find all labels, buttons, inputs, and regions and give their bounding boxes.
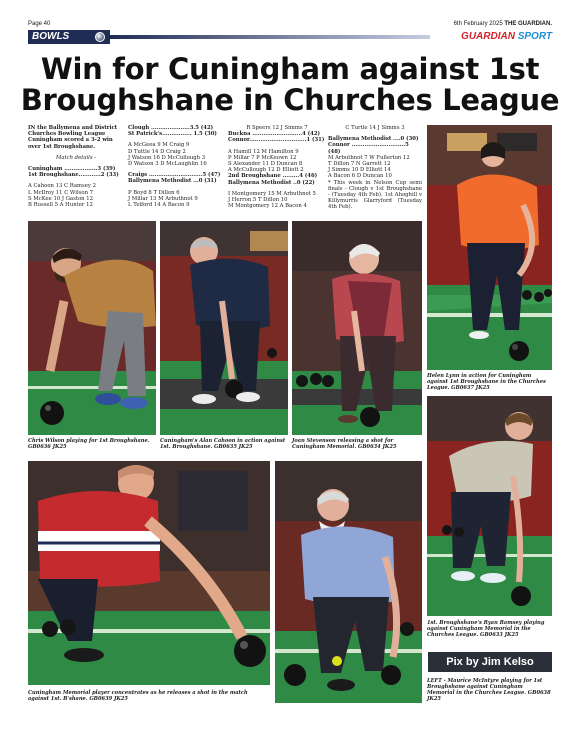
- score-line: Connor...............................1 (31): [228, 137, 325, 144]
- brand-name: GUARDIAN: [461, 31, 515, 42]
- rink-result: B Russell 5 A Hunter 12: [28, 202, 93, 209]
- rink-result: A Hamill 12 M Hamilton 9: [228, 148, 299, 155]
- match-details-label: Match details -: [55, 154, 97, 161]
- caption-alan-cahoon: Cuningham's Alan Cahoon in action against 1st. Broughshane. GB0635 JK25: [160, 438, 286, 450]
- rink-result: J Herron 5 T Dillon 10: [228, 197, 288, 204]
- bowls-ball-icon: [95, 32, 105, 42]
- folio-date-text: 6th February 2025: [453, 21, 503, 27]
- article-column-2: [128, 125, 226, 208]
- section-bar: [28, 30, 552, 44]
- rink-result: A Bacon 6 D Duncan 10: [328, 173, 392, 180]
- score-line: Ballymena Methodist ..0 (22): [228, 179, 315, 186]
- rink-result: J Millar 13 M Arbuthnot 9: [128, 195, 198, 202]
- fixtures-note: * This week in Nelson Cup semi finals - Clough v 1st Broughshane - (Tuesday 4th Feb). 1st Ahoghill v Killymurris Glarryford (Tuesday 4th Feb).: [328, 179, 422, 211]
- rink-result: R Speers 12 J Simms 7: [246, 125, 308, 131]
- photo-ryan-ramsey-image: [427, 396, 552, 616]
- photo-joan-stevenson: [292, 221, 422, 435]
- rink-result: M Montgomery 12 A Bacon 4: [228, 203, 307, 210]
- score-line: Craigs .............................5 (47): [128, 172, 221, 179]
- rink-result: A McGeea 9 M Craig 9: [128, 142, 190, 149]
- score-line: Connor .............................5 (48): [328, 142, 409, 155]
- caption-ryan-ramsey: 1st. Broughshane's Ryan Ramsey playing against Cuningham Memorial in the Churches League. GB0633 JK25: [427, 620, 545, 638]
- article-intro: IN the Ballymena and District Churches Bowling League Cuningham scored a 3-2 win over 1st Broughshane.: [28, 125, 118, 150]
- rink-result: J Simms 10 D Elliott 14: [328, 167, 391, 174]
- photo-helen-lynn-image: [427, 125, 552, 370]
- rink-result: D Watson 3 D McLaughlin 16: [128, 161, 207, 168]
- photo-helen-lynn: [427, 125, 552, 370]
- section-rule: [110, 35, 430, 39]
- score-line: Cuningham ..................3 (39): [28, 166, 116, 173]
- section-label: BOWLS: [32, 31, 70, 42]
- caption-joan-stevenson: Joan Stevenson releasing a shot for Cuningham Memorial. GB0634 JK25: [292, 438, 397, 450]
- score-line: Ballymena Methodist ...0 (31): [128, 178, 217, 185]
- rink-result: L McIlroy 11 C Wilson 7: [28, 189, 94, 196]
- article-column-4: [328, 125, 422, 211]
- photo-alan-cahoon-image: [160, 221, 288, 435]
- photo-credit-badge: Pix by Jim Kelso: [428, 652, 552, 672]
- folio-paper: THE GUARDIAN.: [504, 21, 552, 27]
- caption-chris-wilson: Chris Wilson playing for 1st Broughshane. GB0636 JK25: [28, 438, 150, 450]
- photo-alan-cahoon: [160, 221, 288, 435]
- caption-cuningham-player: Cuningham Memorial player concentrates as he releases a shot in the match against 1st. B'shane. GB0639 JK25: [28, 690, 248, 702]
- brand-logo: [461, 30, 552, 44]
- rink-result: P Boyd 8 T Dillon 6: [128, 189, 180, 196]
- photo-maurice-mcintyre: [275, 461, 422, 703]
- score-line: St Patrick's................ 1.5 (30): [128, 131, 217, 138]
- rink-result: J Watson 16 D McCullough 3: [128, 154, 206, 161]
- score-line: Buckna ...........................4 (42): [228, 131, 321, 138]
- photo-cuningham-player-image: [28, 461, 270, 685]
- photo-chris-wilson-image: [28, 221, 156, 435]
- score-line: 1st Broughshane............2 (33): [28, 172, 119, 179]
- caption-helen-lynn: Helen Lynn in action for Cuningham against 1st Broughshane in the Churches League. GB0637 JK25: [427, 373, 546, 391]
- photo-cuningham-player: [28, 461, 270, 685]
- rink-result: D Tuttle 14 D Craig 2: [128, 148, 186, 155]
- rink-result: I Montgomery 15 M Arbuthnot 5: [228, 190, 316, 197]
- photo-ryan-ramsey: [427, 396, 552, 616]
- photo-maurice-mcintyre-image: [275, 461, 422, 703]
- rink-result: P Millar 7 P McKeown 12: [228, 154, 297, 161]
- folio-date: [454, 21, 552, 27]
- article-column-3: [228, 125, 326, 209]
- page-number: Page 40: [28, 21, 51, 27]
- rink-result: L Telford 14 A Bacon 9: [128, 202, 190, 209]
- rink-result: A Cahoon 13 C Ramsey 2: [28, 183, 96, 190]
- caption-maurice-mcintyre: LEFT - Maurice McIntyre playing for 1st Broughshane against Cuningham Memorial in the Churches League. GB0638 JK25: [427, 678, 551, 702]
- rink-result: A McCullough 12 D Elliott 2: [228, 167, 304, 174]
- score-line: 2nd Broughshane .........4 (46): [228, 173, 318, 180]
- rink-result: S Alexander 11 D Duncan 8: [228, 161, 303, 168]
- rink-result: T Dillon 7 N Garrett 12: [328, 161, 391, 168]
- rink-result: C Turtle 14 J Simms 3: [345, 125, 405, 131]
- article-column-1: [28, 125, 124, 208]
- score-line: Ballymena Methodist ....0 (30): [328, 136, 419, 143]
- photo-chris-wilson: [28, 221, 156, 435]
- rink-result: S McKee 10 J Gaston 12: [28, 195, 93, 202]
- rink-result: M Arbuthnot 7 W Fullerton 12: [328, 154, 410, 161]
- score-line: Clough .....................3.5 (42): [128, 125, 214, 131]
- brand-section: SPORT: [517, 31, 552, 42]
- photo-joan-stevenson-image: [292, 221, 422, 435]
- headline: Win for Cuningham against 1st Broughshane in Churches League: [20, 52, 560, 117]
- section-tab: [28, 30, 110, 44]
